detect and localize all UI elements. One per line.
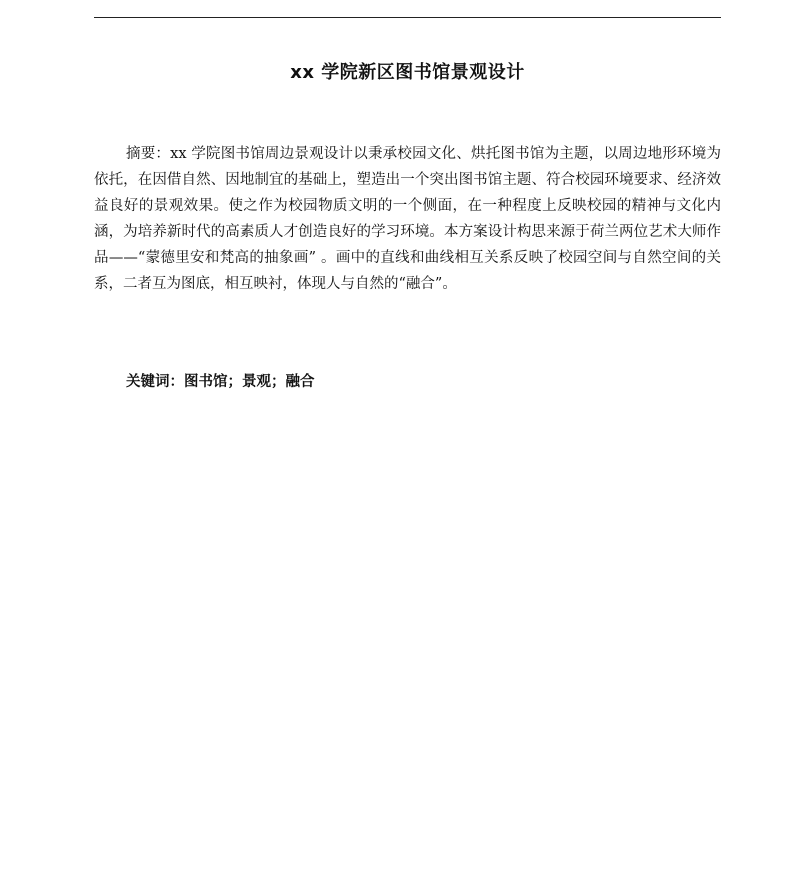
abstract-label: 摘要： bbox=[126, 146, 171, 162]
keywords-label: 关键词： bbox=[126, 374, 184, 390]
keywords-line bbox=[126, 370, 721, 394]
header-rule bbox=[94, 17, 721, 18]
abstract-text: xx 学院图书馆周边景观设计以秉承校园文化、烘托图书馆为主题，以周边地形环境为依托，在因借自然、因地制宜的基础上，塑造出一个突出图书馆主题、符合校园环境要求、经济效益良好的景观效果。使之作为校园物质文明的一个侧面，在一种程度上反映校园的精神与文化内涵，为培养新时代的高素质人才创造良好的学习环境。本方案设计构思来源于荷兰两位艺术大师作品——“蒙德里安和梵高的抽象画” 。画中的直线和曲线相互关系反映了校园空间与自然空间的关系，二者互为图底，相互映衬，体现人与自然的“融合”。 bbox=[94, 146, 721, 292]
document-title: xx 学院新区图书馆景观设计 bbox=[290, 62, 525, 83]
abstract-paragraph bbox=[94, 141, 721, 297]
keywords-text: 图书馆；景观；融合 bbox=[184, 374, 315, 390]
